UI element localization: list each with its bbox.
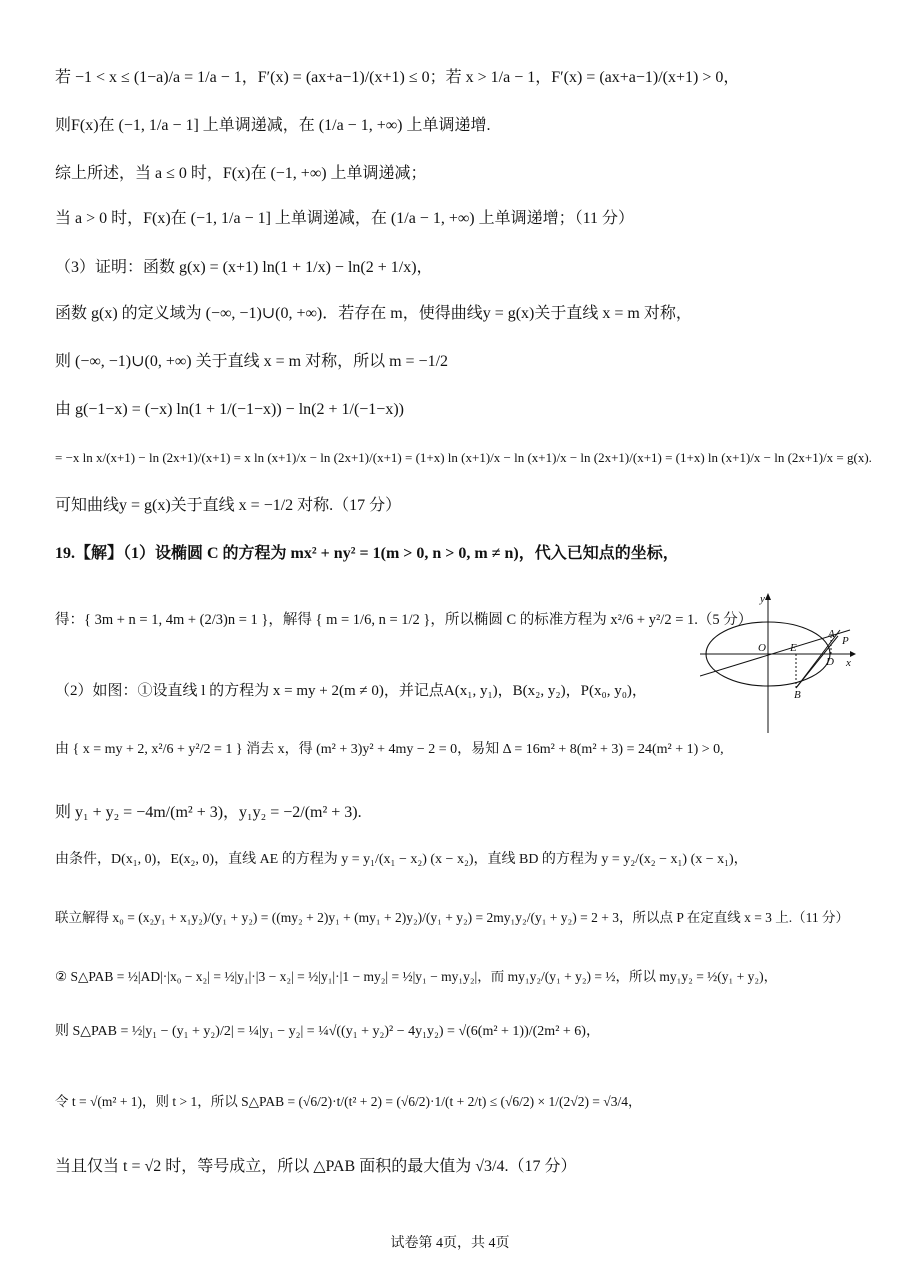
text-line-19: 则 S△PAB = ½|y₁ − (y₁ + y₂)/2| = ¼|y₁ − y₂| = ¼√((y₁ + y₂)² − 4y₁y₂) = √(6(m² + 1))/(2m² + 6)， (55, 1024, 600, 1039)
text-line-5: （3）证明：函数 g(x) = (x+1) ln(1 + 1/x) − ln(2 + 1/x)， (55, 259, 433, 276)
text-line-6: 函数 g(x) 的定义域为 (−∞, −1)∪(0, +∞)．若存在 m，使得曲线y = g(x)关于直线 x = m 对称， (55, 305, 692, 322)
text-line-18: ② S△PAB = ½|AD|·|x₀ − x₂| = ½|y₁|·|3 − x₂| = ½|y₁|·|1 − my₂| = ½|y₁ − my₁y₂|，而 my₁y₂/(y₁ + y₂) = ½，所以 my₁y₂ = ½(y₁ + y₂)， (55, 969, 778, 984)
page-footer: 试卷第 4页，共 4页 (390, 1236, 510, 1251)
text-line-10: 可知曲线y = g(x)关于直线 x = −1/2 对称.（17 分） (55, 497, 402, 514)
label-d: D (826, 656, 834, 668)
label-x: x (846, 657, 851, 669)
label-e: E (790, 642, 797, 654)
text-line-13: （2）如图：①设直线 l 的方程为 x = my + 2(m ≠ 0)，并记点A(x₁, y₁)，B(x₂, y₂)，P(x₀, y₀)， (55, 683, 647, 699)
text-line-20: 令 t = √(m² + 1)，则 t > 1，所以 S△PAB = (√6/2)·t/(t² + 2) = (√6/2)·1/(t + 2/t) ≤ (√6/2) × 1/(2√2) = √3/4， (55, 1094, 642, 1109)
text-line-17: 联立解得 x₀ = (x₂y₁ + x₁y₂)/(y₁ + y₂) = ((my₂ + 2)y₁ + (my₁ + 2)y₂)/(y₁ + y₂) = 2my₁y₂/(y₁ + y₂) = 2 + 3，所以点 P 在定直线 x = 3 上.（11 分） (55, 910, 850, 925)
text-line-1: 若 −1 < x ≤ (1−a)/a = 1/a − 1，F′(x) = (ax+a−1)/(x+1) ≤ 0；若 x > 1/a − 1，F′(x) = (ax+a−1)/(x+1) > 0， (55, 69, 740, 86)
label-y: y (760, 593, 765, 605)
text-line-7: 则 (−∞, −1)∪(0, +∞) 关于直线 x = m 对称，所以 m = −1/2 (55, 353, 449, 370)
text-line-8: 由 g(−1−x) = (−x) ln(1 + 1/(−1−x)) − ln(2 + 1/(−1−x)) (55, 401, 404, 418)
label-o: O (758, 642, 766, 654)
label-a: A (828, 628, 835, 640)
text-line-4: 当 a > 0 时，F(x)在 (−1, 1/a − 1] 上单调递减，在 (1/a − 1, +∞) 上单调递增；（11 分） (55, 210, 634, 227)
problem-19-heading: 19.【解】（1）设椭圆 C 的方程为 mx² + ny² = 1(m > 0, n > 0, m ≠ n)，代入已知点的坐标， (55, 545, 679, 562)
text-line-14: 由 { x = my + 2, x²/6 + y²/2 = 1 } 消去 x，得 (m² + 3)y² + 4my − 2 = 0，易知 Δ = 16m² + 8(m² + 3) = 24(m² + 1) > 0, (55, 742, 724, 757)
text-line-2: 则F(x)在 (−1, 1/a − 1] 上单调递减，在 (1/a − 1, +∞) 上单调递增. (55, 117, 491, 134)
x-axis-arrow (850, 651, 856, 657)
y-axis-arrow (765, 593, 771, 600)
text-line-15: 则 y₁ + y₂ = −4m/(m² + 3)，y₁y₂ = −2/(m² + 3). (55, 804, 362, 821)
text-line-16: 由条件，D(x₁, 0)，E(x₂, 0)，直线 AE 的方程为 y = y₁/(x₁ − x₂) (x − x₂)，直线 BD 的方程为 y = y₂/(x₂ − x₁) (x − x₁)， (55, 852, 748, 867)
text-line-3: 综上所述，当 a ≤ 0 时，F(x)在 (−1, +∞) 上单调递减； (55, 165, 427, 182)
label-p: P (842, 635, 849, 647)
text-line-12: 得：{ 3m + n = 1, 4m + (2/3)n = 1 }，解得 { m = 1/6, n = 1/2 }，所以椭圆 C 的标准方程为 x²/6 + y²/2 = 1.（5 分） (55, 612, 753, 628)
text-line-9: = −x ln x/(x+1) − ln (2x+1)/(x+1) = x ln (x+1)/x − ln (2x+1)/(x+1) = (1+x) ln (x+1)/x − ln (x+1)/x − ln (2x+1)/(x+1) = (1+x) ln (x+1)/x − ln (2x+1)/x = g(x). (55, 450, 872, 465)
label-b: B (794, 689, 801, 701)
text-line-21: 当且仅当 t = √2 时，等号成立，所以 △PAB 面积的最大值为 √3/4.（17 分） (55, 1158, 577, 1175)
ellipse-figure (700, 588, 860, 740)
